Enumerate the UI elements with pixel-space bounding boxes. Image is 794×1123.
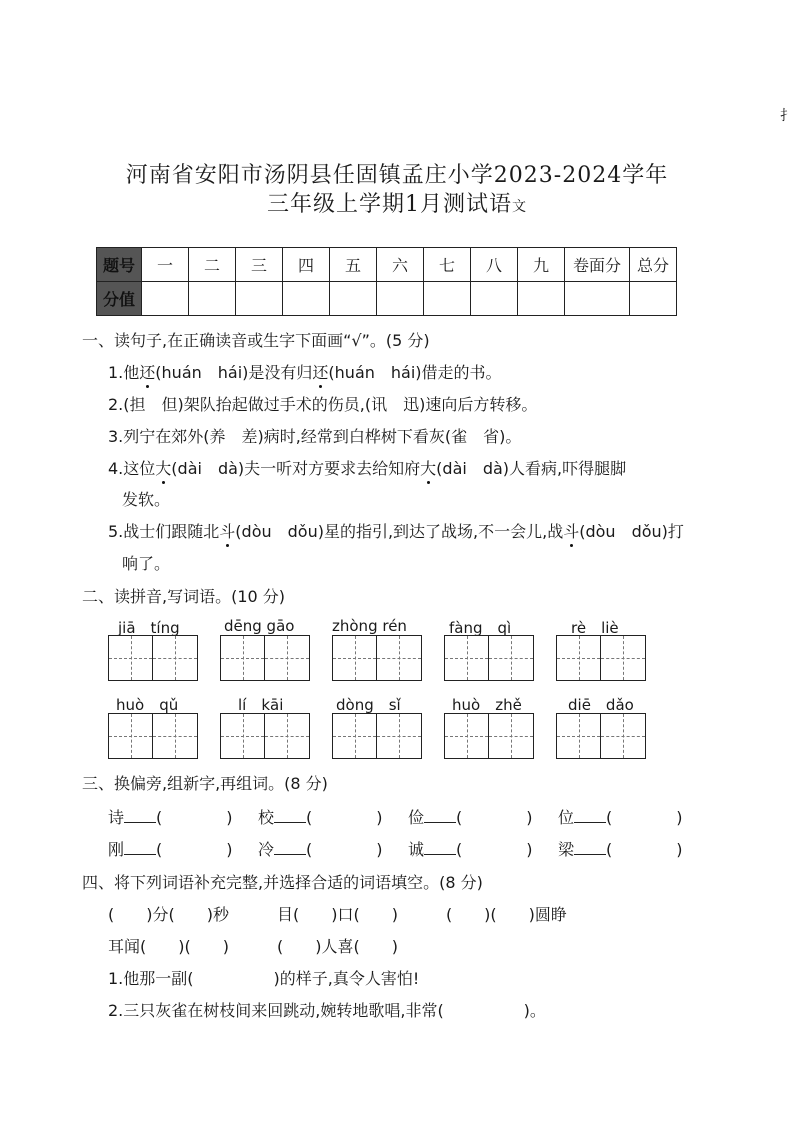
page-edge-mark: 扌 [780, 108, 794, 124]
q3-item: 梁 ( ) [558, 840, 683, 859]
pinyin-label: diē dǎo [568, 696, 634, 714]
writing-grid[interactable] [220, 713, 310, 759]
score-cell[interactable] [471, 282, 518, 316]
section-4-heading: 四、将下列词语补充完整,并选择合适的词语填空。(8 分) [82, 873, 483, 892]
score-cell[interactable] [142, 282, 189, 316]
q3-item: 冷 ( ) [258, 840, 383, 859]
section-3-heading: 三、换偏旁,组新字,再组词。(8 分) [82, 774, 328, 793]
q3-item: 诚 ( ) [408, 840, 533, 859]
exam-title-line2: 三年级上学期1月测试语文 [267, 192, 527, 217]
score-table-row-score [97, 282, 677, 316]
col-header: 二 [189, 248, 236, 282]
col-header: 九 [518, 248, 565, 282]
writing-grid[interactable] [332, 635, 422, 681]
writing-grid[interactable] [556, 713, 646, 759]
pinyin-label: zhòng rén [332, 617, 407, 635]
col-header: 总分 [630, 248, 677, 282]
q4-words-line1: ( )分( )秒 目( )口( ) ( )( )圆睁 [108, 905, 567, 924]
writing-grid[interactable] [108, 713, 198, 759]
score-table-row-number [97, 248, 677, 282]
pinyin-label: huò qǔ [116, 696, 179, 714]
writing-grid[interactable] [556, 635, 646, 681]
writing-grid[interactable] [108, 635, 198, 681]
pinyin-label: rè liè [571, 619, 619, 637]
pinyin-label: huò zhě [452, 696, 522, 714]
col-header: 三 [236, 248, 283, 282]
pinyin-label: jiā tíng [118, 619, 180, 637]
col-header: 卷面分 [565, 248, 630, 282]
pinyin-label: lí kāi [238, 696, 284, 714]
q3-item: 刚 ( ) [108, 840, 233, 859]
q1-item-2: 2.(担 但)架队抬起做过手术的伤员,(讯 迅)速向后方转移。 [108, 395, 538, 414]
row-label: 分值 [97, 282, 142, 316]
score-cell[interactable] [424, 282, 471, 316]
q1-item-1: 1.他还(huán hái)是没有归还(huán hái)借走的书。 [108, 363, 502, 382]
q3-item: 俭 ( ) [408, 808, 533, 827]
q1-item-4-cont: 发软。 [122, 490, 171, 509]
q1-item-5-cont: 响了。 [122, 554, 171, 573]
q4-sentence-2: 2.三只灰雀在树枝间来回跳动,婉转地歌唱,非常( )。 [108, 1001, 546, 1020]
score-cell[interactable] [518, 282, 565, 316]
score-cell[interactable] [189, 282, 236, 316]
row-label: 题号 [97, 248, 142, 282]
score-cell[interactable] [283, 282, 330, 316]
col-header: 五 [330, 248, 377, 282]
pinyin-label: dēng gāo [224, 617, 295, 635]
q4-sentence-1: 1.他那一副( )的样子,真令人害怕! [108, 969, 420, 988]
q3-item: 校 ( ) [258, 808, 383, 827]
writing-grid[interactable] [444, 713, 534, 759]
score-table [96, 247, 677, 316]
score-cell[interactable] [630, 282, 677, 316]
col-header: 八 [471, 248, 518, 282]
score-cell[interactable] [236, 282, 283, 316]
q3-item: 位 ( ) [558, 808, 683, 827]
score-cell[interactable] [377, 282, 424, 316]
score-cell[interactable] [330, 282, 377, 316]
q1-item-4: 4.这位大(dài dà)夫一听对方要求去给知府大(dài dà)人看病,吓得腿脚 [108, 459, 627, 478]
score-cell[interactable] [565, 282, 630, 316]
exam-title-line1: 河南省安阳市汤阴县任固镇孟庄小学2023-2024学年 [125, 163, 669, 188]
col-header: 六 [377, 248, 424, 282]
col-header: 七 [424, 248, 471, 282]
writing-grid[interactable] [332, 713, 422, 759]
col-header: 四 [283, 248, 330, 282]
q4-words-line2: 耳闻( )( ) ( )人喜( ) [108, 937, 398, 956]
col-header: 一 [142, 248, 189, 282]
q3-item: 诗 ( ) [108, 808, 233, 827]
section-2-heading: 二、读拼音,写词语。(10 分) [82, 587, 286, 606]
q1-item-3: 3.列宁在郊外(养 差)病时,经常到白桦树下看灰(雀 省)。 [108, 427, 522, 446]
writing-grid[interactable] [220, 635, 310, 681]
pinyin-label: dòng sǐ [336, 696, 401, 714]
pinyin-label: fàng qì [449, 619, 512, 637]
q1-item-5: 5.战士们跟随北斗(dòu dǒu)星的指引,到达了战场,不一会儿,战斗(dòu dǒu)打 [108, 522, 684, 541]
section-1-heading: 一、读句子,在正确读音或生字下面画“√”。(5 分) [82, 331, 430, 350]
writing-grid[interactable] [444, 635, 534, 681]
